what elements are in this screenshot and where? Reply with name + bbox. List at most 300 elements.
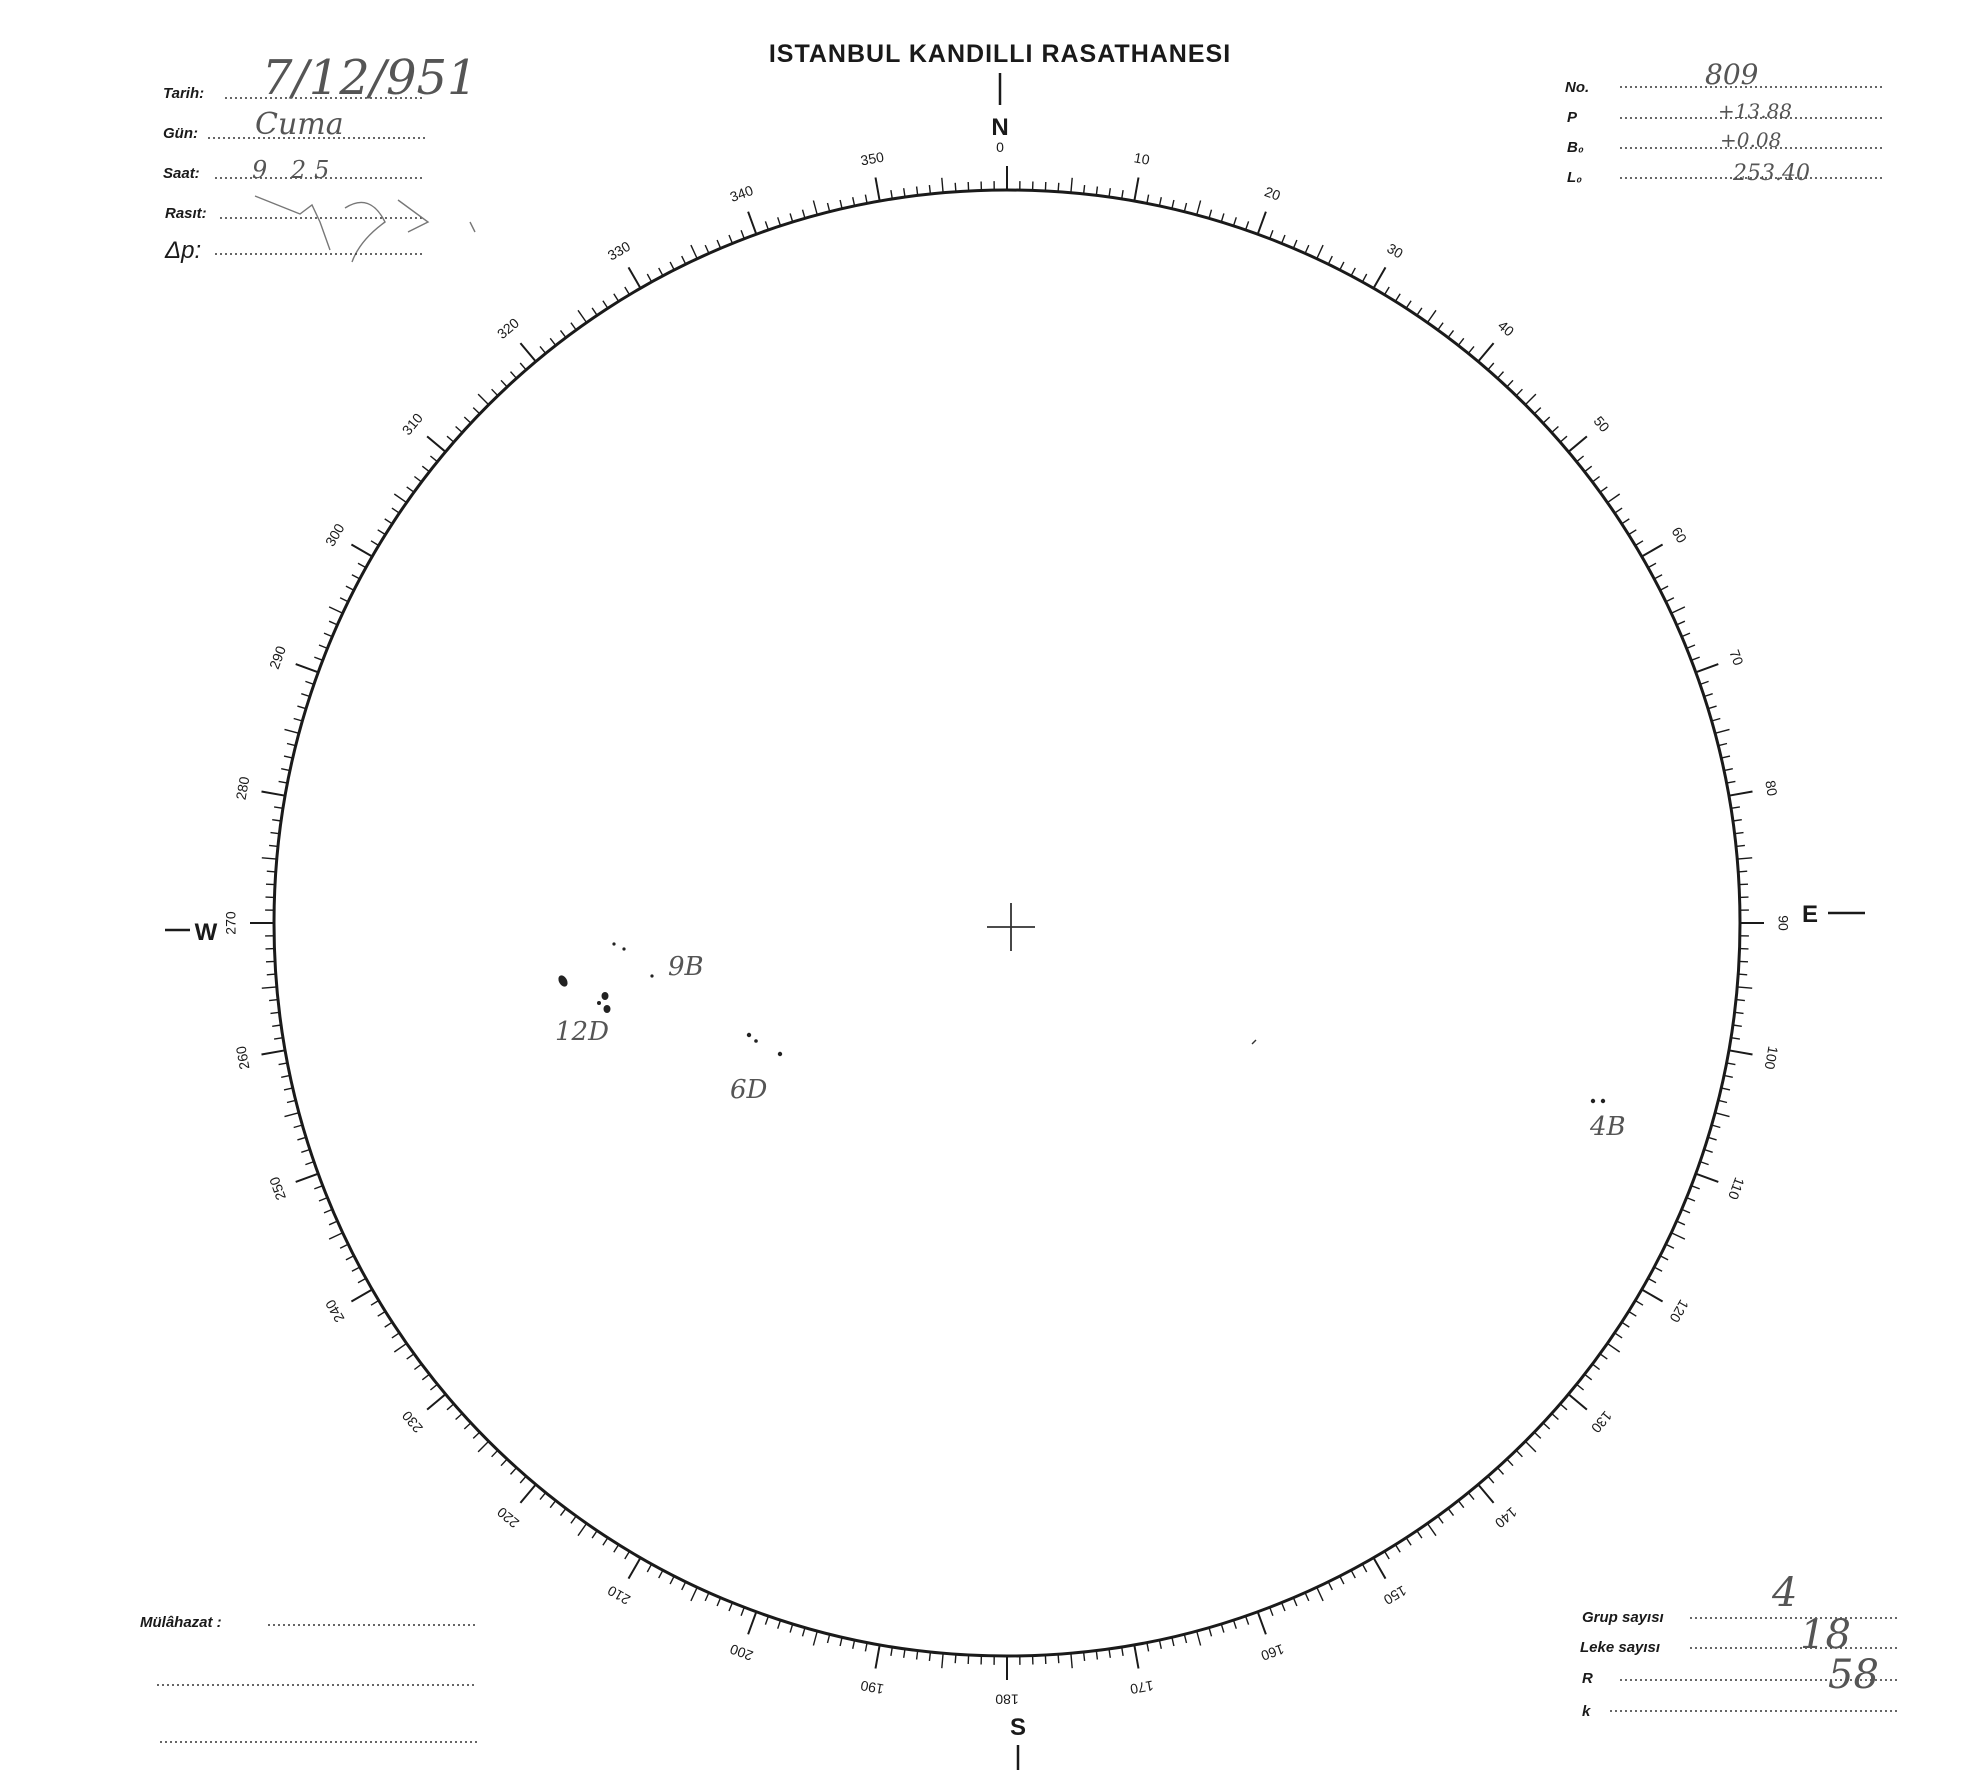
degree-tick xyxy=(284,1088,293,1090)
degree-tick xyxy=(1071,1653,1072,1668)
group-count-value: 4 xyxy=(1772,1570,1798,1616)
degree-tick xyxy=(741,230,744,238)
spot-count-label: Leke sayısı xyxy=(1580,1639,1661,1656)
degree-tick xyxy=(1718,744,1727,746)
degree-tick xyxy=(378,1311,386,1316)
degree-tick xyxy=(1209,1628,1212,1637)
degree-tick xyxy=(729,235,732,243)
degree-tick xyxy=(828,1634,830,1643)
degree-tick xyxy=(904,188,905,197)
degree-tick xyxy=(1622,1322,1630,1327)
degree-tick xyxy=(904,1649,905,1658)
degree-tick xyxy=(1552,1414,1559,1420)
degree-tick xyxy=(430,1384,437,1390)
degree-tick xyxy=(1635,1301,1643,1306)
degree-label-320: 320 xyxy=(493,314,523,342)
degree-tick xyxy=(1417,308,1422,315)
time-value: 9 25 xyxy=(252,156,338,184)
degree-tick xyxy=(1362,274,1366,282)
degree-tick xyxy=(717,240,721,248)
degree-tick xyxy=(1328,1582,1332,1590)
degree-tick xyxy=(1427,310,1436,322)
degree-tick xyxy=(492,389,498,396)
degree-tick xyxy=(422,1374,429,1380)
degree-label-70: 70 xyxy=(1726,647,1747,668)
degree-label-40: 40 xyxy=(1494,317,1518,340)
degree-tick xyxy=(748,212,756,235)
degree-tick xyxy=(1395,1545,1400,1553)
degree-tick xyxy=(691,1587,697,1601)
degree-tick xyxy=(1615,1333,1622,1338)
degree-tick xyxy=(456,427,463,433)
degree-tick xyxy=(1516,1450,1522,1457)
degree-tick xyxy=(1687,645,1695,648)
degree-tick xyxy=(296,664,319,672)
degree-tick xyxy=(430,456,437,462)
degree-tick xyxy=(1592,477,1599,482)
degree-label-50: 50 xyxy=(1590,412,1613,436)
degree-tick xyxy=(501,380,507,387)
degree-tick xyxy=(473,1432,480,1438)
disk-outline xyxy=(274,190,1740,1656)
group-4b-label: 4B xyxy=(1590,1112,1626,1142)
degree-tick xyxy=(262,1050,286,1054)
degree-tick xyxy=(682,1582,686,1590)
degree-tick xyxy=(865,195,867,204)
degree-tick xyxy=(319,645,327,648)
degree-tick xyxy=(955,183,956,192)
degree-tick xyxy=(1666,598,1674,602)
degree-tick xyxy=(1677,621,1685,625)
degree-tick xyxy=(840,200,842,209)
degree-tick xyxy=(329,1233,343,1239)
degree-tick xyxy=(1592,1364,1599,1369)
degree-tick xyxy=(269,1000,278,1001)
degree-tick xyxy=(540,1493,546,1500)
degree-tick xyxy=(659,268,663,276)
degree-tick xyxy=(1507,1459,1513,1466)
degree-tick xyxy=(670,262,674,270)
degree-tick xyxy=(1084,1652,1085,1661)
degree-tick xyxy=(1660,1256,1668,1260)
degree-tick xyxy=(1534,408,1541,414)
east-marker: E xyxy=(1801,901,1819,928)
degree-tick xyxy=(1172,200,1174,209)
degree-tick xyxy=(1468,1493,1474,1500)
degree-tick xyxy=(297,706,306,709)
degree-tick xyxy=(778,1620,781,1629)
degree-tick xyxy=(352,575,360,579)
degree-tick xyxy=(603,1538,608,1546)
degree-tick xyxy=(1293,1598,1297,1606)
degree-tick xyxy=(891,1647,892,1656)
degree-tick xyxy=(614,294,619,302)
degree-tick xyxy=(578,310,587,322)
degree-tick xyxy=(1736,845,1745,846)
degree-tick xyxy=(511,372,517,379)
degree-label-220: 220 xyxy=(493,1504,523,1532)
degree-label-230: 230 xyxy=(398,1407,426,1437)
degree-tick xyxy=(1687,1198,1695,1201)
degree-tick xyxy=(1671,607,1685,613)
degree-tick xyxy=(1682,633,1690,637)
degree-tick xyxy=(422,466,429,472)
degree-tick xyxy=(1677,1221,1685,1225)
degree-tick xyxy=(1700,681,1709,684)
degree-tick xyxy=(592,308,597,315)
degree-tick xyxy=(1696,1174,1719,1182)
number-label: No. xyxy=(1565,79,1590,96)
degree-tick xyxy=(647,1564,651,1572)
degree-tick xyxy=(1478,343,1493,361)
degree-tick xyxy=(1147,1643,1149,1652)
degree-tick xyxy=(1729,1050,1753,1054)
time-label: Saat: xyxy=(163,165,200,182)
degree-tick xyxy=(287,1100,296,1102)
degree-label-210: 210 xyxy=(604,1582,633,1609)
degree-tick xyxy=(394,1343,406,1352)
degree-tick xyxy=(592,1531,597,1538)
degree-tick xyxy=(1708,706,1717,709)
degree-tick xyxy=(1712,1125,1721,1128)
degree-tick xyxy=(281,769,290,771)
degree-tick xyxy=(329,607,343,613)
degree-tick xyxy=(1700,1162,1709,1165)
degree-tick xyxy=(1507,380,1513,387)
degree-tick xyxy=(1660,586,1668,590)
day-label: Gün: xyxy=(163,125,198,142)
degree-tick xyxy=(1671,1233,1685,1239)
degree-tick xyxy=(1724,769,1733,771)
degree-tick xyxy=(1374,1558,1386,1579)
degree-label-120: 120 xyxy=(1666,1297,1693,1326)
degree-tick xyxy=(853,197,855,206)
degree-tick xyxy=(1385,287,1390,295)
degree-tick xyxy=(340,1244,348,1248)
degree-label-200: 200 xyxy=(727,1641,756,1665)
l0-label: L₀ xyxy=(1567,169,1583,186)
left-fields xyxy=(163,50,478,264)
degree-tick xyxy=(1600,487,1607,492)
degree-tick xyxy=(1654,1267,1662,1271)
degree-tick xyxy=(427,436,445,451)
degree-label-0: 0 xyxy=(996,139,1004,155)
degree-tick xyxy=(1534,1432,1541,1438)
degree-tick xyxy=(1406,1538,1411,1546)
degree-tick xyxy=(1704,1150,1713,1153)
degree-tick xyxy=(1282,1603,1285,1611)
degree-tick xyxy=(1615,508,1622,513)
degree-tick xyxy=(540,346,546,353)
degree-tick xyxy=(1648,563,1656,567)
degree-tick xyxy=(1733,820,1742,821)
count-fields xyxy=(1580,1570,1900,1720)
degree-tick xyxy=(670,1576,674,1584)
right-fields xyxy=(1565,58,1885,186)
degree-tick xyxy=(352,1267,360,1271)
degree-tick xyxy=(1234,1620,1237,1629)
degree-ticks xyxy=(250,166,1764,1680)
degree-tick xyxy=(1438,1516,1443,1523)
degree-tick xyxy=(464,417,471,423)
degree-tick xyxy=(1543,417,1550,423)
degree-tick xyxy=(1498,372,1504,379)
degree-tick xyxy=(803,210,806,219)
degree-tick xyxy=(705,245,709,253)
degree-tick xyxy=(329,1221,337,1225)
degree-tick xyxy=(1569,436,1587,451)
degree-tick xyxy=(520,363,526,370)
r-label: R xyxy=(1582,1670,1593,1687)
p-value: +13.88 xyxy=(1718,99,1793,123)
degree-label-110: 110 xyxy=(1725,1175,1748,1202)
degree-tick xyxy=(1258,212,1266,235)
degree-tick xyxy=(1458,338,1464,345)
degree-tick xyxy=(625,1551,630,1559)
degree-tick xyxy=(1629,530,1637,535)
degree-tick xyxy=(1351,1570,1355,1578)
degree-tick xyxy=(891,190,892,199)
degree-label-60: 60 xyxy=(1668,524,1691,546)
degree-tick xyxy=(427,1394,445,1409)
degree-tick xyxy=(1721,756,1730,758)
degree-tick xyxy=(281,1075,290,1077)
remarks-label: Mülâhazat : xyxy=(140,1614,222,1631)
degree-tick xyxy=(1607,1343,1619,1352)
degree-label-310: 310 xyxy=(398,409,426,439)
degree-tick xyxy=(267,974,276,975)
date-label: Tarih: xyxy=(163,85,205,102)
degree-tick xyxy=(447,436,454,442)
group-12d-label: 12D xyxy=(555,1017,609,1047)
degree-tick xyxy=(492,1450,498,1457)
degree-tick xyxy=(1351,268,1355,276)
degree-tick xyxy=(1525,394,1536,405)
degree-tick xyxy=(1417,1531,1422,1538)
number-value: 809 xyxy=(1705,58,1759,91)
degree-tick xyxy=(659,1570,663,1578)
degree-tick xyxy=(1172,1637,1174,1646)
degree-tick xyxy=(629,1558,641,1579)
degree-tick xyxy=(1478,1485,1493,1503)
degree-tick xyxy=(571,1516,576,1523)
delta-p-label: Δp: xyxy=(165,237,202,264)
degree-tick xyxy=(378,530,386,535)
degree-tick xyxy=(571,323,576,330)
degree-tick xyxy=(1708,1137,1717,1140)
degree-tick xyxy=(790,1624,793,1633)
degree-tick xyxy=(929,185,930,194)
degree-tick xyxy=(1691,657,1699,660)
degree-tick xyxy=(262,987,277,988)
degree-tick xyxy=(319,1198,327,1201)
degree-label-330: 330 xyxy=(604,237,633,264)
degree-tick xyxy=(1729,792,1753,796)
degree-tick xyxy=(329,621,337,625)
degree-tick xyxy=(1607,494,1619,503)
l0-value: 253.40 xyxy=(1733,161,1810,186)
degree-tick xyxy=(274,1038,283,1039)
degree-tick xyxy=(473,408,480,414)
degree-tick xyxy=(324,1209,332,1213)
degree-tick xyxy=(511,1468,517,1475)
degree-tick xyxy=(1258,1612,1266,1635)
degree-tick xyxy=(1448,330,1453,337)
degree-tick xyxy=(456,1414,463,1420)
degree-tick xyxy=(1715,1113,1730,1117)
degree-tick xyxy=(1642,545,1663,557)
degree-tick xyxy=(1648,1278,1656,1282)
degree-tick xyxy=(1738,871,1747,872)
b0-value: +0.08 xyxy=(1720,128,1782,152)
degree-tick xyxy=(1317,1587,1323,1601)
degree-tick xyxy=(1270,230,1273,238)
degree-tick xyxy=(1071,178,1072,193)
degree-tick xyxy=(1159,197,1161,206)
degree-tick xyxy=(1134,1645,1138,1669)
degree-tick xyxy=(1488,363,1494,370)
degree-tick xyxy=(1147,195,1149,204)
degree-tick xyxy=(1362,1564,1366,1572)
degree-tick xyxy=(629,267,641,288)
west-marker: W xyxy=(194,919,218,946)
degree-tick xyxy=(274,807,283,808)
degree-tick xyxy=(1731,1038,1740,1039)
degree-tick xyxy=(1543,1423,1550,1429)
degree-label-150: 150 xyxy=(1381,1582,1410,1609)
degree-tick xyxy=(1666,1244,1674,1248)
group-count-label: Grup sayısı xyxy=(1582,1609,1664,1626)
degree-tick xyxy=(705,1593,709,1601)
degree-tick xyxy=(1731,807,1740,808)
degree-tick xyxy=(464,1423,471,1429)
degree-tick xyxy=(625,287,630,295)
degree-tick xyxy=(1704,694,1713,697)
degree-tick xyxy=(407,487,414,492)
degree-tick xyxy=(1552,427,1559,433)
degree-tick xyxy=(1696,664,1719,672)
degree-tick xyxy=(314,1186,322,1189)
degree-tick xyxy=(1654,575,1662,579)
remarks-section xyxy=(140,1614,480,1742)
degree-tick xyxy=(285,1113,300,1117)
degree-label-160: 160 xyxy=(1258,1641,1287,1665)
k-label: k xyxy=(1582,1703,1591,1720)
degree-tick xyxy=(392,1333,399,1338)
degree-tick xyxy=(297,1137,306,1140)
degree-tick xyxy=(1691,1186,1699,1189)
degree-tick xyxy=(1600,1354,1607,1359)
degree-tick xyxy=(561,330,566,337)
degree-tick xyxy=(1270,1607,1273,1615)
degree-tick xyxy=(603,301,608,309)
degree-tick xyxy=(262,858,277,859)
degree-tick xyxy=(1197,201,1201,216)
degree-tick xyxy=(371,1301,379,1306)
degree-tick xyxy=(1438,323,1443,330)
degree-tick xyxy=(262,792,286,796)
degree-tick xyxy=(1622,519,1630,524)
degree-label-30: 30 xyxy=(1384,239,1406,262)
compass-markers xyxy=(165,73,1865,1770)
degree-tick xyxy=(358,1278,366,1282)
degree-tick xyxy=(717,1598,721,1606)
degree-label-80: 80 xyxy=(1762,779,1781,798)
degree-tick xyxy=(351,545,372,557)
degree-tick xyxy=(1585,1374,1592,1380)
degree-tick xyxy=(1197,1631,1201,1646)
degree-tick xyxy=(1727,1063,1736,1065)
degree-tick xyxy=(1560,436,1567,442)
degree-tick xyxy=(385,519,393,524)
solar-disk xyxy=(165,73,1865,1770)
degree-tick xyxy=(1427,1523,1436,1535)
degree-tick xyxy=(550,338,556,345)
degree-tick xyxy=(294,1125,303,1128)
degree-tick xyxy=(1374,267,1386,288)
degree-tick xyxy=(813,1631,817,1646)
degree-tick xyxy=(1395,294,1400,302)
degree-label-190: 190 xyxy=(859,1677,886,1698)
degree-tick xyxy=(1317,245,1323,259)
degree-tick xyxy=(301,1150,310,1153)
degree-tick xyxy=(876,1645,880,1669)
degree-tick xyxy=(1328,256,1332,264)
observer-label: Rasıt: xyxy=(165,205,207,222)
degree-tick xyxy=(1682,1209,1690,1213)
degree-tick xyxy=(1448,1508,1453,1515)
degree-tick xyxy=(765,221,768,230)
degree-tick xyxy=(1122,1647,1123,1656)
degree-tick xyxy=(279,1063,288,1065)
degree-tick xyxy=(305,1162,314,1165)
degree-tick xyxy=(1736,1000,1745,1001)
degree-tick xyxy=(1385,1551,1390,1559)
degree-tick xyxy=(1221,213,1224,222)
degree-tick xyxy=(1184,1634,1186,1643)
degree-tick xyxy=(371,541,379,546)
south-marker: S xyxy=(1009,1714,1027,1741)
sunspots xyxy=(557,942,1606,1103)
degree-tick xyxy=(1738,974,1747,975)
degree-label-270: 270 xyxy=(222,911,239,935)
degree-tick xyxy=(520,1476,526,1483)
degree-tick xyxy=(682,256,686,264)
degree-tick xyxy=(1184,203,1186,212)
degree-tick xyxy=(790,213,793,222)
degree-tick xyxy=(1058,1654,1059,1663)
group-annotations xyxy=(555,952,1626,1142)
degree-tick xyxy=(478,394,489,405)
degree-tick xyxy=(1109,188,1110,197)
degree-tick xyxy=(942,178,943,193)
degree-tick xyxy=(324,633,332,637)
degree-label-180: 180 xyxy=(995,1691,1019,1708)
degree-tick xyxy=(1560,1404,1567,1410)
degree-tick xyxy=(828,203,830,212)
p-label: P xyxy=(1567,109,1578,126)
degree-tick xyxy=(1721,1088,1730,1090)
degree-tick xyxy=(305,681,314,684)
degree-tick xyxy=(296,1174,319,1182)
degree-tick xyxy=(1577,1384,1584,1390)
degree-tick xyxy=(1122,190,1123,199)
degree-label-140: 140 xyxy=(1491,1504,1521,1532)
degree-tick xyxy=(267,871,276,872)
degree-tick xyxy=(272,820,281,821)
degree-tick xyxy=(285,729,300,733)
degree-label-20: 20 xyxy=(1262,183,1283,204)
